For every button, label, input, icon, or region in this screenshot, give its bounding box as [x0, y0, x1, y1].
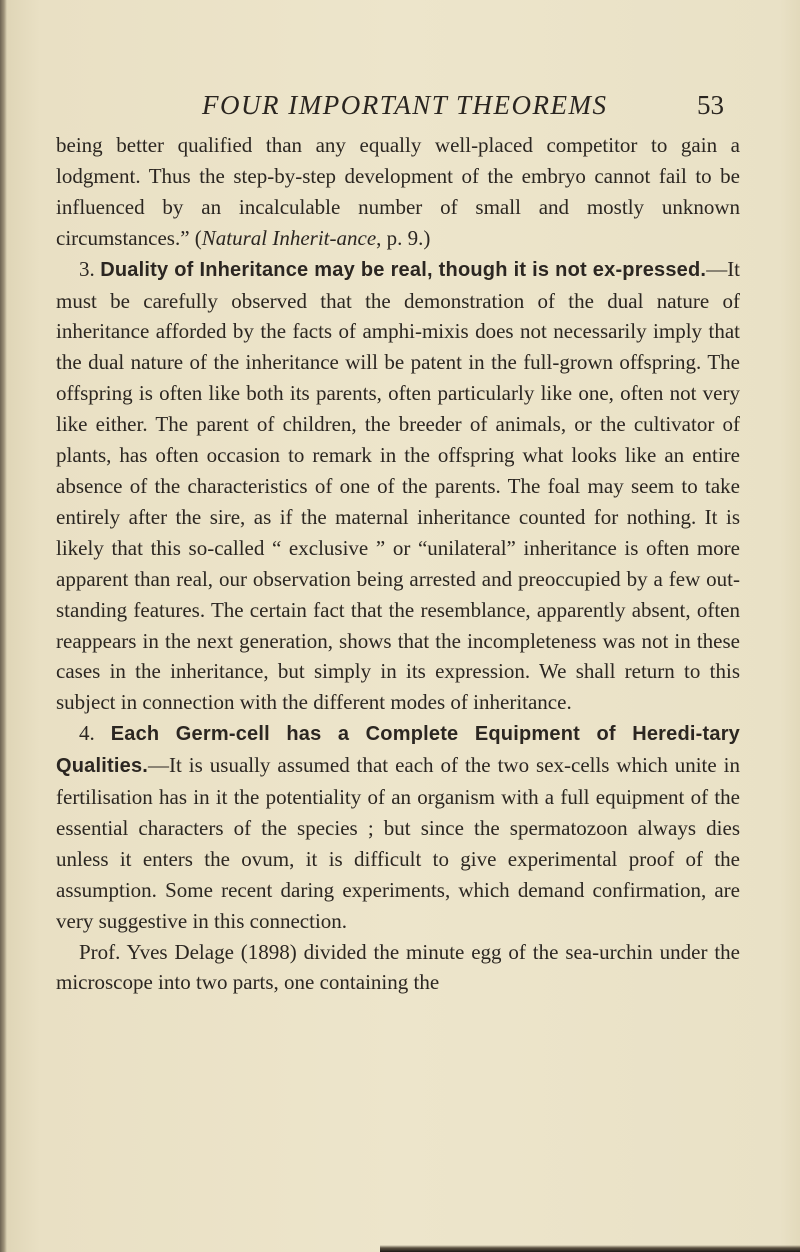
paragraph-quote-end — [56, 130, 740, 254]
section-heading: Each Germ-cell has a Complete Equipment of Heredi-tary Qualities. — [56, 723, 740, 778]
running-head — [60, 90, 760, 130]
citation-title: Natural Inherit-ance — [201, 225, 377, 250]
section-number: 4. — [79, 721, 95, 746]
page-gutter-shadow — [0, 0, 7, 1252]
section-number: 3. — [79, 256, 95, 281]
citation-page: , p. 9.) — [376, 225, 431, 250]
body-text — [56, 130, 740, 998]
section-heading: Duality of Inheritance may be real, though it is not ex-pressed. — [100, 258, 707, 281]
section-text: —It must be carefully observed that the demonstration of the dual nature of inheritance afforded by the facts of amphi-mixis does not necessarily imply that the dual nature of the inheritance will be patent in the full-grown offspring. The offspring is often like both its parents, often particularly like one, often not very like either. The parent of children, the breeder of animals, or the cultivator of plants, has often occasion to remark in the offspring what looks like an entire absence of the characteristics of one of the parents. The foal may seem to take entirely after the sire, as if the maternal inheritance counted for nothing. It is likely that this so-called “ exclusive ” or “unilateral” inheritance is often more apparent than real, our observation being arrested and preoccupied by a few out-standing features. The certain fact that the resemblance, apparently absent, often reappears in the next generation, shows that the incompleteness was not in these cases in the inheritance, but simply in its expression. We shall return to this subject in connection with the different modes of inheritance. — [56, 256, 741, 715]
section-text: —It is usually assumed that each of the two sex-cells which unite in fertilisation has in it the potentiality of an organism with a full equipment of the essential characters of the species ; but since the spermatozoon always dies unless it enters the ovum, it is difficult to give experimental proof of the assumption. Some recent daring experiments, which demand confirmation, are very suggestive in this connection. — [56, 753, 740, 933]
paragraph-delage — [56, 937, 740, 999]
quote-text: being better qualified than any equally well-placed competitor to gain a lodgment. Thus the step-by-step development of the embryo cannot fail to be influenced by an incalculable number of small and mostly unknown circumstances.” ( — [56, 133, 740, 250]
page-number: 53 — [697, 90, 724, 120]
paragraph-section-4 — [56, 718, 740, 936]
running-head-title: FOUR IMPORTANT THEOREMS — [202, 90, 608, 120]
paragraph-section-3 — [56, 254, 740, 719]
paragraph-text: Prof. Yves Delage (1898) divided the minute egg of the sea-urchin under the microscope into two parts, one containing the — [56, 939, 740, 995]
page-bottom-edge-shadow — [380, 1245, 800, 1252]
